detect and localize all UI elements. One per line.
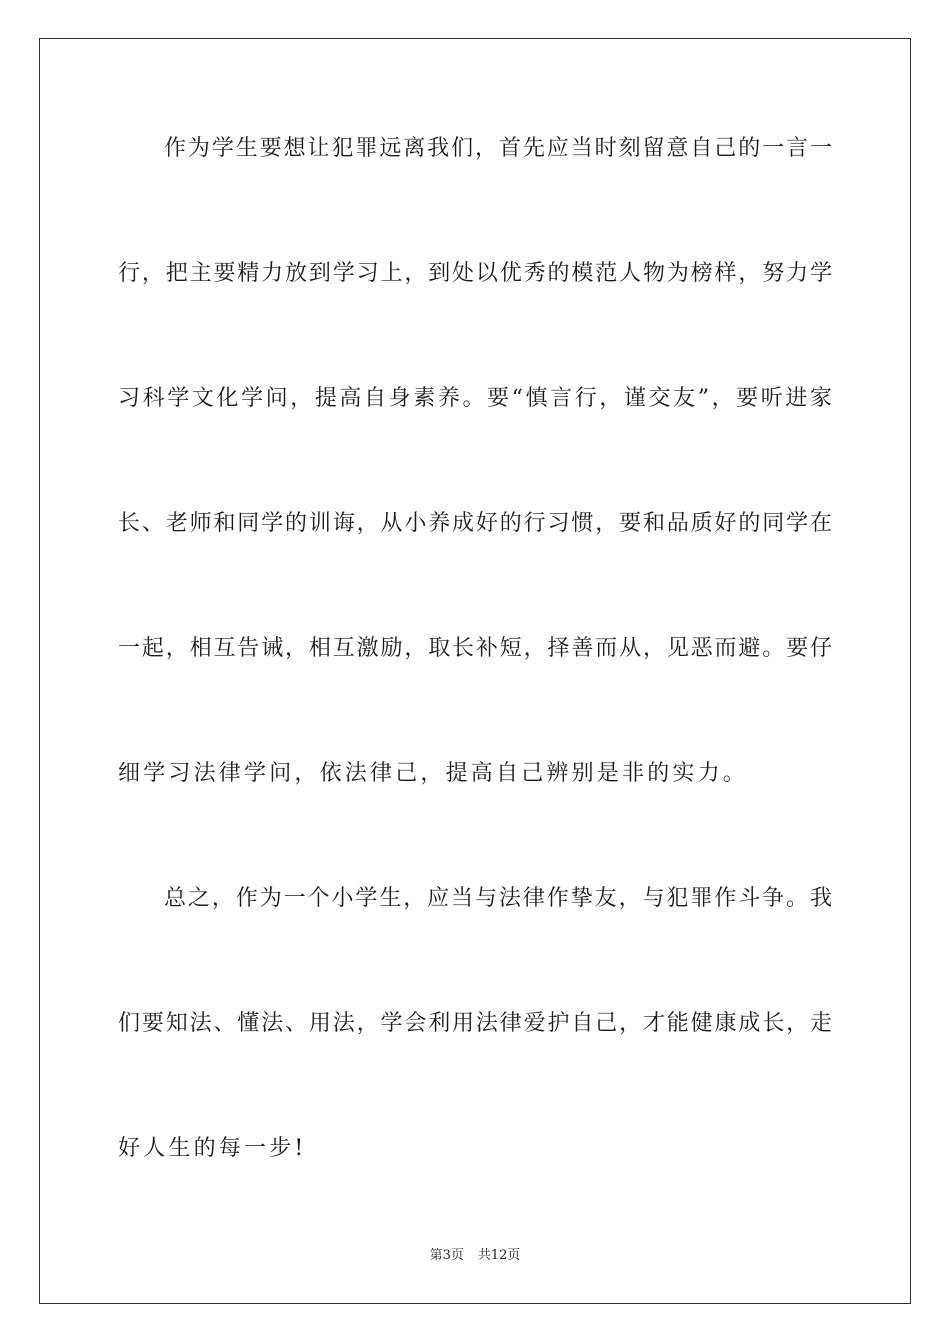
page-number: 第3页 — [429, 1248, 464, 1263]
paragraph-1-line-5: 一起，相互告诫，相互激励，取长补短，择善而从，见恶而避。要仔 — [118, 636, 832, 661]
paragraph-1-line-4: 长、老师和同学的训诲，从小养成好的行习惯，要和品质好的同学在 — [118, 511, 832, 536]
page-border — [39, 38, 911, 1304]
paragraph-1-line-1: 作为学生要想让犯罪远离我们，首先应当时刻留意自己的一言一 — [164, 136, 832, 161]
paragraph-2-line-1: 总之，作为一个小学生，应当与法律作挚友，与犯罪作斗争。我 — [164, 886, 832, 911]
paragraph-2-line-2: 们要知法、懂法、用法，学会利用法律爱护自己，才能健康成长，走 — [118, 1011, 832, 1036]
paragraph-1-line-3: 习科学文化学问，提高自身素养。要“慎言行，谨交友”，要听进家 — [118, 386, 832, 411]
paragraph-1-line-6: 细学习法律学问，依法律己，提高自己辨别是非的实力。 — [118, 761, 749, 786]
paragraph-1-line-2: 行，把主要精力放到学习上，到处以优秀的模范人物为榜样，努力学 — [118, 261, 832, 286]
page-footer — [0, 1247, 950, 1265]
paragraph-2-line-3: 好人生的每一步! — [118, 1136, 307, 1161]
page-total: 共12页 — [477, 1248, 521, 1263]
